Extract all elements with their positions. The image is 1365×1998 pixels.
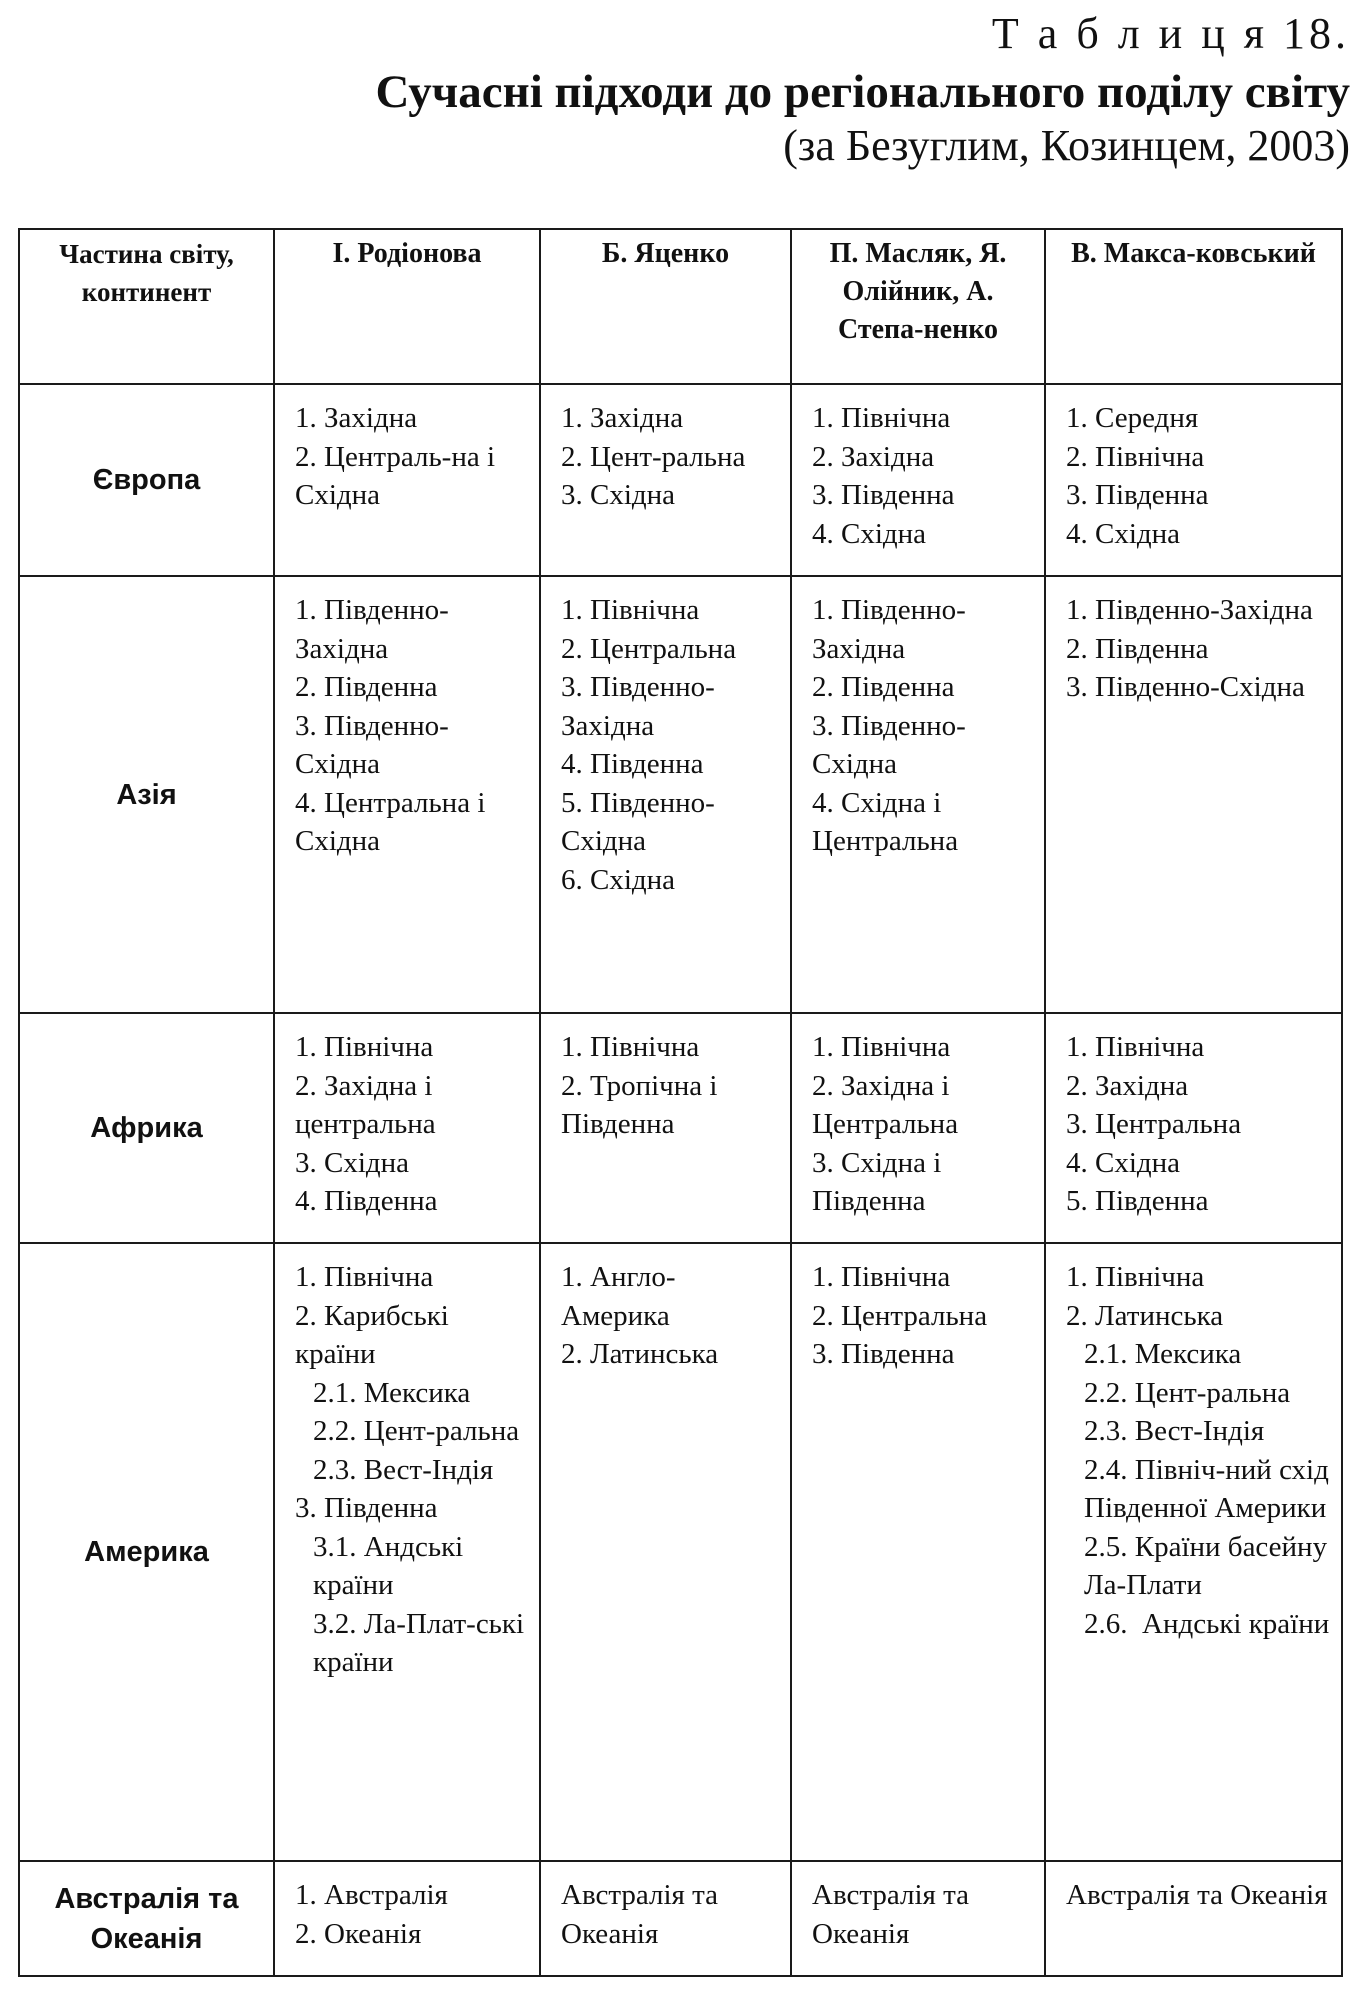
division-item: 4. Південна bbox=[561, 748, 704, 780]
division-cell-maslyak bbox=[791, 384, 1045, 576]
division-cell-yatsenko bbox=[540, 384, 791, 576]
division-item: 2. Західна bbox=[812, 440, 935, 473]
division-item: 1. Південно-Західна bbox=[1066, 594, 1313, 626]
regions-table bbox=[18, 228, 1343, 1977]
division-item: 3.2. Ла-Плат-ські країни bbox=[313, 1607, 532, 1678]
division-item: 2. Південна bbox=[1066, 632, 1209, 665]
table-row bbox=[19, 576, 1342, 1013]
table-number: Т а б л и ц я 18. bbox=[991, 9, 1350, 58]
division-item: 2. Північна bbox=[1066, 440, 1205, 473]
division-item: 3.1. Андські країни bbox=[313, 1530, 471, 1601]
region-name-cell: Австралія та Океанія bbox=[19, 1861, 274, 1976]
division-cell-rodionova bbox=[274, 576, 540, 1013]
division-item: 2.2. Цент-ральна bbox=[1084, 1376, 1291, 1409]
division-item: 2. Західна і центральна bbox=[295, 1069, 440, 1140]
division-item: Австралія та Океанія bbox=[1066, 1879, 1328, 1911]
division-item: 1. Південно-Західна bbox=[812, 594, 966, 665]
division-item: 4. Південна bbox=[295, 1185, 438, 1217]
division-cell-rodionova bbox=[274, 1861, 540, 1976]
division-item: 3. Південно-Східна bbox=[295, 709, 449, 780]
division-item: 2. Централь-на і Східна bbox=[295, 440, 503, 511]
division-item: 1. Північна bbox=[561, 594, 700, 626]
division-item: 2. Центральна bbox=[561, 632, 737, 665]
division-cell-maslyak bbox=[791, 1013, 1045, 1243]
division-item: 2. Південна bbox=[812, 671, 955, 703]
division-item: 2. Латинська bbox=[561, 1338, 719, 1370]
division-cell-yatsenko bbox=[540, 1013, 791, 1243]
division-item: 1. Північна bbox=[812, 1031, 951, 1063]
division-cell-maslyak bbox=[791, 1243, 1045, 1861]
division-cell-maslyak bbox=[791, 1861, 1045, 1976]
division-item: 3. Південна bbox=[1066, 479, 1209, 511]
region-name-cell: Африка bbox=[19, 1013, 274, 1243]
division-item: 3. Східна bbox=[295, 1146, 410, 1179]
division-cell-maksakovsky bbox=[1045, 384, 1342, 576]
column-header-maksakovsky: В. Макса-ковський bbox=[1045, 229, 1342, 384]
division-item: 1. Середня bbox=[1066, 402, 1199, 434]
column-header-rodionova: І. Родіонова bbox=[274, 229, 540, 384]
division-item: 3. Південно-Східна bbox=[812, 709, 966, 780]
region-name-cell: Америка bbox=[19, 1243, 274, 1861]
division-item: 2.2. Цент-ральна bbox=[313, 1415, 520, 1447]
division-cell-yatsenko bbox=[540, 1861, 791, 1976]
division-item: 2. Західна і Центральна bbox=[812, 1069, 959, 1140]
region-name-cell: Азія bbox=[19, 576, 274, 1013]
division-item: 1. Північна bbox=[561, 1031, 700, 1063]
division-item: 1. Південно-Західна bbox=[295, 594, 449, 665]
division-cell-rodionova bbox=[274, 384, 540, 576]
division-item: 1. Північна bbox=[1066, 1261, 1205, 1293]
division-cell-maksakovsky bbox=[1045, 1243, 1342, 1861]
division-item: 3. Центральна bbox=[1066, 1108, 1242, 1140]
division-item: 3. Східна bbox=[561, 479, 676, 511]
division-item: 1. Англо-Америка bbox=[561, 1261, 676, 1332]
division-cell-maksakovsky bbox=[1045, 576, 1342, 1013]
division-item: 5. Південна bbox=[1066, 1185, 1209, 1217]
division-item: Австралія та Океанія bbox=[561, 1879, 726, 1950]
division-item: 2. Західна bbox=[1066, 1069, 1189, 1102]
division-item: 2.5. Країни басейну Ла-Плати bbox=[1084, 1530, 1335, 1601]
column-header-maslyak: П. Масляк, Я. Олійник, А. Степа-ненко bbox=[791, 229, 1045, 384]
table-header-row bbox=[19, 229, 1342, 384]
division-item: 4. Східна bbox=[1066, 517, 1181, 550]
division-item: 4. Східна і Центральна bbox=[812, 786, 959, 857]
column-header-yatsenko: Б. Яценко bbox=[540, 229, 791, 384]
division-item: 4. Східна bbox=[1066, 1146, 1181, 1179]
division-item: Австралія та Океанія bbox=[812, 1879, 977, 1950]
division-item: 2. Карибські країни bbox=[295, 1299, 457, 1370]
division-item: 1. Австралія bbox=[295, 1879, 448, 1911]
division-item: 3. Південна bbox=[812, 1338, 955, 1370]
division-item: 2.6. Андські країни bbox=[1084, 1607, 1330, 1640]
division-item: 4. Східна bbox=[812, 517, 927, 550]
division-cell-rodionova bbox=[274, 1243, 540, 1861]
division-cell-maslyak bbox=[791, 576, 1045, 1013]
division-item: 3. Південна bbox=[812, 479, 955, 511]
division-cell-yatsenko bbox=[540, 576, 791, 1013]
division-item: 3. Південно-Східна bbox=[1066, 671, 1305, 703]
table-title: Сучасні підходи до регіонального поділу світу bbox=[375, 66, 1350, 118]
division-cell-rodionova bbox=[274, 1013, 540, 1243]
division-item: 1. Західна bbox=[561, 402, 684, 434]
division-item: 3. Південно-Західна bbox=[561, 671, 715, 742]
division-item: 1. Північна bbox=[1066, 1031, 1205, 1063]
division-item: 2.1. Мексика bbox=[313, 1376, 471, 1409]
table-row bbox=[19, 1243, 1342, 1861]
division-item: 5. Південно-Східна bbox=[561, 786, 715, 857]
table-row bbox=[19, 384, 1342, 576]
table-row bbox=[19, 1013, 1342, 1243]
division-cell-maksakovsky bbox=[1045, 1013, 1342, 1243]
division-item: 2.1. Мексика bbox=[1084, 1338, 1242, 1370]
division-item: 1. Західна bbox=[295, 402, 418, 434]
division-item: 2.3. Вест-Індія bbox=[1084, 1415, 1265, 1447]
division-item: 2. Цент-ральна bbox=[561, 440, 746, 473]
division-item: 2. Океанія bbox=[295, 1917, 422, 1950]
division-cell-maksakovsky bbox=[1045, 1861, 1342, 1976]
table-subtitle: (за Безуглим, Козинцем, 2003) bbox=[783, 121, 1350, 170]
division-item: 2.3. Вест-Індія bbox=[313, 1453, 494, 1486]
division-cell-yatsenko bbox=[540, 1243, 791, 1861]
division-item: 2.4. Північ-ний схід Південної Америки bbox=[1084, 1453, 1337, 1524]
division-item: 6. Східна bbox=[561, 863, 676, 896]
division-item: 2. Південна bbox=[295, 671, 438, 703]
division-item: 4. Центральна і Східна bbox=[295, 786, 493, 857]
division-item: 1. Північна bbox=[295, 1261, 434, 1293]
division-item: 3. Південна bbox=[295, 1492, 438, 1524]
division-item: 2. Тропічна і Південна bbox=[561, 1069, 725, 1140]
table-row bbox=[19, 1861, 1342, 1976]
division-item: 1. Північна bbox=[812, 402, 951, 434]
column-header-region: Частина світу, континент bbox=[19, 229, 274, 384]
division-item: 1. Північна bbox=[295, 1031, 434, 1063]
division-item: 1. Північна bbox=[812, 1261, 951, 1293]
division-item: 2. Латинська bbox=[1066, 1299, 1224, 1332]
region-name-cell: Європа bbox=[19, 384, 274, 576]
division-item: 2. Центральна bbox=[812, 1299, 988, 1332]
division-item: 3. Східна і Південна bbox=[812, 1146, 949, 1217]
